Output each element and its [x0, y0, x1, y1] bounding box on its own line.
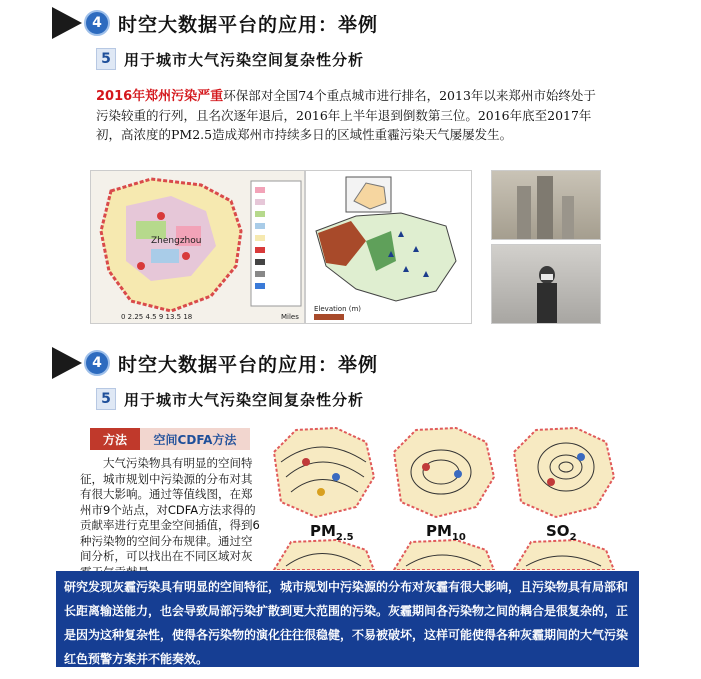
- sub-number: 5: [96, 388, 116, 410]
- industrial-area: [151, 249, 179, 263]
- smog-photo-buildings: [491, 170, 601, 240]
- map-legend: [251, 181, 301, 306]
- header: [52, 6, 378, 40]
- monitor-point: [157, 212, 165, 220]
- elevation-map-svg: [306, 171, 471, 323]
- intro-paragraph: [96, 86, 606, 144]
- sub-title: 用于城市大气污染空间复杂性分析: [124, 390, 365, 409]
- method-text: 大气污染物具有明显的空间特征，城市规划中污染源的分布对其有很大影响。通过等值线图，在郑州市9个站点，对CDFA方法求得的贡献率进行克里金空间插值，得到6种污染物的空间分布规律。通过空间分析，可以找出在不同区域对灰: [80, 456, 260, 563]
- label-pm10: $PM_{10}$: [426, 522, 466, 543]
- header-number-badge: 4: [84, 10, 110, 36]
- subheader: [96, 48, 364, 70]
- label-so2: $SO_2$: [546, 522, 577, 543]
- smog-photo-street: [491, 244, 601, 324]
- contour-map-pm25: [266, 422, 380, 522]
- header-title: 时空大数据平台的应用：举例: [118, 13, 379, 36]
- method-name: 空间CDFA方法: [140, 428, 250, 450]
- contour-map-so2: [506, 422, 620, 522]
- contour-map-pm10: [386, 422, 500, 522]
- sub-title: 用于城市大气污染空间复杂性分析: [124, 50, 365, 69]
- arrow-icon: [52, 347, 82, 379]
- landuse-map-svg: [91, 171, 304, 323]
- header-number-badge: 4: [84, 350, 110, 376]
- zhengzhou-landuse-map: [90, 170, 305, 324]
- arrow-icon: [52, 7, 82, 39]
- header-title: 时空大数据平台的应用：举例: [118, 353, 379, 376]
- sub-number: 5: [96, 48, 116, 70]
- map-scale: 0 2.25 4.5 9 13.5 18: [121, 313, 193, 321]
- elevation-map: [305, 170, 472, 324]
- subheader: [96, 388, 364, 410]
- method-tag: 方法: [90, 428, 140, 450]
- method-label: [90, 428, 250, 450]
- monitor-point: [137, 262, 145, 270]
- highlight-text: 2016年郑州污染严重: [96, 89, 224, 104]
- city-label: Zhengzhou: [151, 236, 202, 246]
- elevation-legend-title: Elevation (m): [314, 305, 362, 313]
- header: [52, 346, 378, 380]
- label-pm25: $PM_{2.5}$: [310, 522, 354, 543]
- map-scale-unit: Miles: [281, 313, 299, 321]
- conclusion-box: 研究发现灰霾污染具有明显的空间特征，城市规划中污染源的分布对灰霾有很大影响，且污染物具有局部和长距离输送能力，也会导致局部污染扩散到更大范围的污染。灰霾期间各污染物之间的耦合是很复杂的，正是因为这种复杂性，使得各污染物的演化往往很稳健，不易被破坏，这样可能使得各种灰霾期间的大气污染红色预警方案并不能奏效。: [56, 571, 639, 667]
- monitor-point: [182, 252, 190, 260]
- paragraph-text: 环保部对全国74个重点城市进行排名，2013年以来郑州市始终处于污染较重的行列，且名次逐年退后，2016年上半年退到倒数第三位。2016年底至2017年初，高浓度的PM2.5造成郑州市持续多日的区域性重霾污染天气屡屡发生。: [96, 88, 596, 142]
